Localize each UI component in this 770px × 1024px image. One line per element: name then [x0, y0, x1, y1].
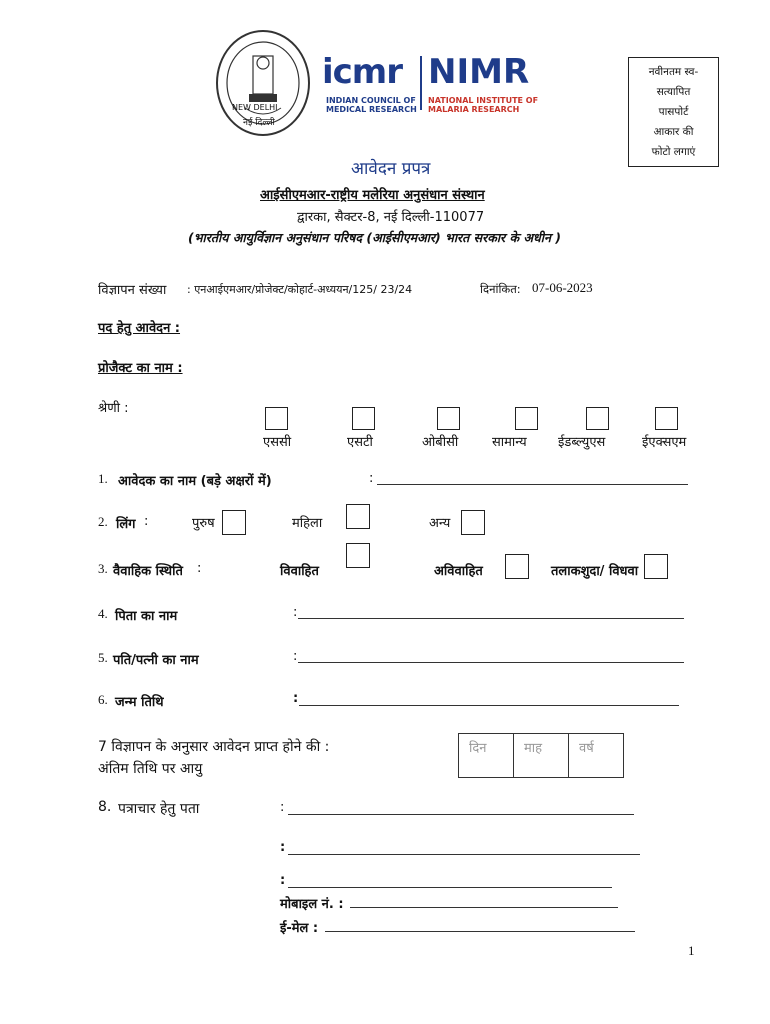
category-option-general: सामान्य [492, 435, 527, 450]
q2-colon: : [144, 514, 149, 529]
mobile-field[interactable] [350, 907, 618, 908]
category-option-exm: ईएक्सएम [642, 435, 687, 450]
nimr-wordmark: NIMR [428, 52, 530, 92]
institute-name: आईसीएमआर-राष्ट्रीय मलेरिया अनुसंधान संस्थान [260, 188, 485, 203]
email-field[interactable] [325, 931, 635, 932]
q1-number: 1. [98, 471, 108, 486]
checkbox-sc[interactable] [265, 407, 288, 430]
photo-instruction-line: नवीनतम स्व- [648, 66, 699, 78]
advert-number: : एनआईएमआर/प्रोजेक्ट/कोहार्ट-अध्ययन/125/ 23/24 [187, 283, 413, 296]
dob-field[interactable] [299, 705, 679, 706]
checkbox-unmarried[interactable] [505, 554, 529, 579]
address-line-1[interactable] [288, 814, 634, 815]
applicant-name-label: आवेदक का नाम (बड़े अक्षरों में) [118, 474, 272, 489]
icmr-wordmark: icmr [322, 52, 403, 92]
org-name-line1: INDIAN COUNCIL OF [326, 96, 416, 105]
checkbox-male[interactable] [222, 510, 246, 535]
q3-number: 3. [98, 561, 108, 576]
q5-number: 5. [98, 650, 108, 665]
photo-instruction-line: पासपोर्ट [658, 106, 689, 118]
category-option-ews: ईडब्ल्युएस [558, 435, 606, 450]
logo-divider [420, 56, 422, 110]
advert-date-label: दिनांकित: [480, 282, 521, 296]
checkbox-female[interactable] [346, 504, 370, 529]
checkbox-married[interactable] [346, 543, 370, 568]
age-day-cell[interactable]: दिन [459, 734, 514, 777]
address-line-2[interactable] [288, 854, 640, 855]
institute-address: द्वारका, सैक्टर-8, नई दिल्ली-110077 [297, 210, 485, 225]
spouse-name-label: पति/पत्नी का नाम [113, 653, 199, 668]
email-label: ई-मेल : [280, 921, 319, 936]
checkbox-exm[interactable] [655, 407, 678, 430]
photo-instruction-line: आकार की [653, 126, 694, 138]
post-label: पद हेतु आवेदन : [98, 321, 181, 336]
category-label: श्रेणी : [98, 401, 129, 416]
gender-option-female: महिला [292, 516, 323, 531]
form-title: आवेदन प्रपत्र [351, 159, 431, 179]
spouse-name-field[interactable] [298, 662, 684, 663]
photo-instruction-line: सत्यापित [656, 86, 691, 98]
address-colon-1: : [280, 800, 285, 815]
marital-status-label: वैवाहिक स्थिति [113, 564, 183, 579]
checkbox-obc[interactable] [437, 407, 460, 430]
checkbox-divorced-widow[interactable] [644, 554, 668, 579]
q4-colon: : [293, 605, 298, 620]
advert-date: 07-06-2023 [532, 280, 593, 295]
page-number: 1 [688, 943, 695, 958]
checkbox-st[interactable] [352, 407, 375, 430]
marital-option-married: विवाहित [280, 564, 319, 579]
address-colon-3: : [280, 873, 286, 888]
photo-instruction-line: फोटो लगाएं [651, 146, 696, 158]
dob-label: जन्म तिथि [115, 695, 164, 710]
father-name-field[interactable] [298, 618, 684, 619]
seal-city-hi: नई दिल्ली [243, 118, 275, 128]
father-name-label: पिता का नाम [115, 609, 178, 624]
q5-colon: : [293, 649, 298, 664]
age-month-cell[interactable]: माह [514, 734, 569, 777]
checkbox-ews[interactable] [586, 407, 609, 430]
nimr-name-line2: MALARIA RESEARCH [428, 105, 520, 114]
marital-option-unmarried: अविवाहित [434, 564, 483, 579]
address-line-3[interactable] [288, 887, 612, 888]
applicant-name-field[interactable] [377, 484, 688, 485]
project-label: प्रोजैक्ट का नाम : [98, 361, 183, 376]
parent-organisation: (भारतीय आयुर्विज्ञान अनुसंधान परिषद (आईसीएमआर) भारत सरकार के अधीन ) [188, 230, 561, 245]
age-input-grid [458, 733, 624, 778]
category-option-st: एसटी [347, 435, 373, 450]
address-label: पत्राचार हेतु पता [118, 801, 200, 817]
age-question-line2: अंतिम तिथि पर आयु [98, 761, 203, 777]
checkbox-general[interactable] [515, 407, 538, 430]
photo-placeholder-box [628, 57, 719, 167]
seal-city: NEW DELHI [232, 103, 278, 112]
q2-number: 2. [98, 514, 108, 529]
q6-number: 6. [98, 692, 108, 707]
marital-option-divorced-widow: तलाकशुदा/ विधवा [551, 564, 639, 579]
checkbox-other[interactable] [461, 510, 485, 535]
category-option-obc: ओबीसी [422, 435, 459, 450]
q3-colon: : [197, 561, 202, 576]
q4-number: 4. [98, 606, 108, 621]
address-colon-2: : [280, 840, 286, 855]
age-year-cell[interactable]: वर्ष [579, 741, 594, 756]
gender-label: लिंग [116, 517, 136, 532]
q6-colon: : [293, 691, 299, 706]
age-question-line1: 7 विज्ञापन के अनुसार आवेदन प्राप्त होने की : [98, 739, 330, 755]
gender-option-male: पुरुष [192, 516, 215, 531]
q1-colon: : [369, 471, 374, 486]
nimr-name-line1: NATIONAL INSTITUTE OF [428, 96, 539, 105]
category-option-sc: एससी [263, 435, 292, 450]
mobile-label: मोबाइल नं. : [280, 897, 344, 912]
advert-label: विज्ञापन संख्या [98, 283, 167, 298]
q8-number: 8. [98, 799, 112, 815]
gender-option-other: अन्य [429, 516, 451, 531]
org-name-line2: MEDICAL RESEARCH [326, 105, 417, 114]
